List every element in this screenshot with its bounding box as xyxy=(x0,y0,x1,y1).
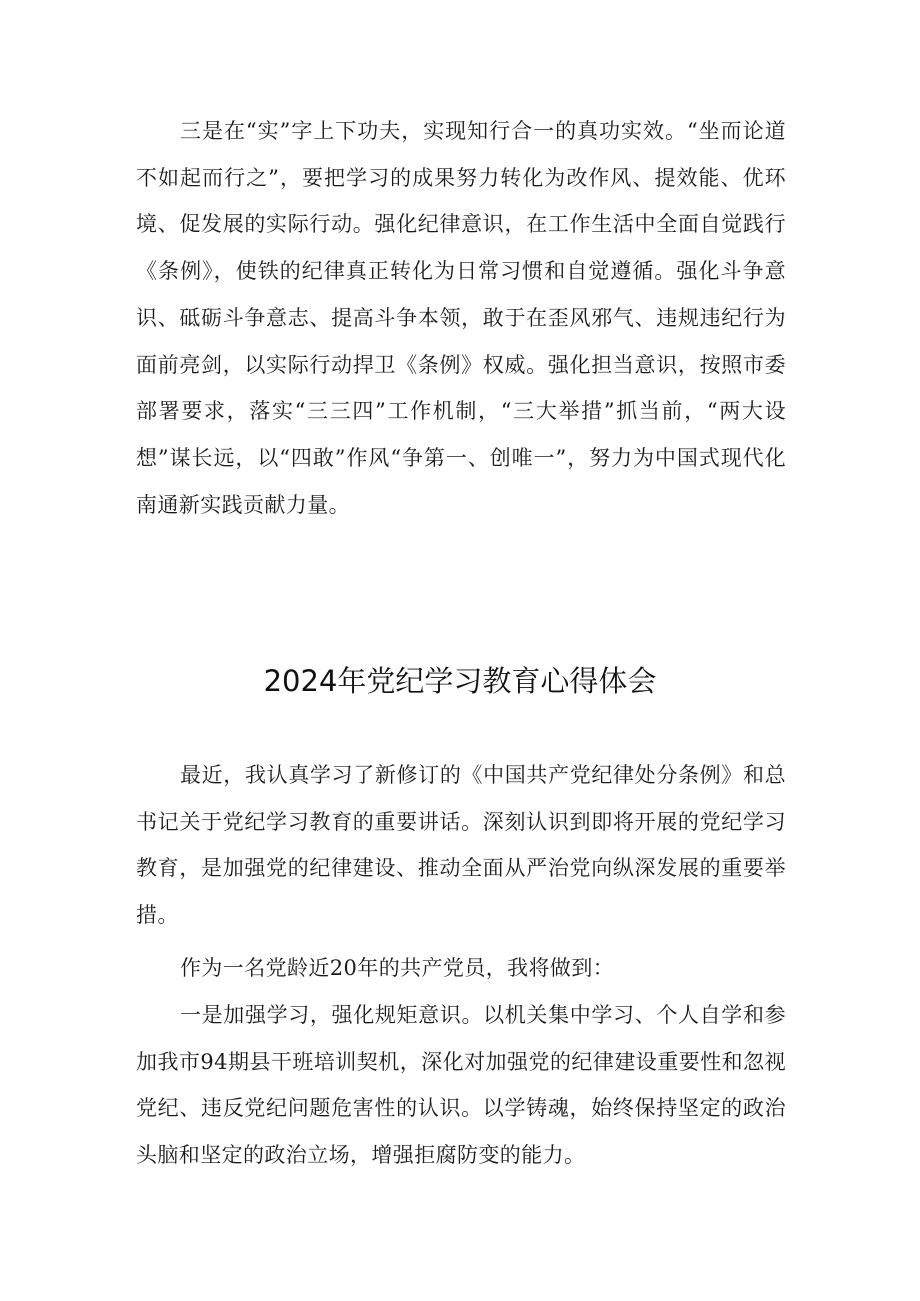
paragraph-point-one: 一是加强学习，强化规矩意识。以机关集中学习、个人自学和参加我市94期县干班培训契机，深化对加强党的纪律建设重要性和忽视党纪、违反党纪问题危害性的认识。以学铸魂，始终保持坚定的政治头脑和坚定的政治立场，增强拒腐防变的能力。 xyxy=(136,1003,786,1168)
document-title: 2024年党纪学习教育心得体会 xyxy=(263,664,657,698)
paragraph-continuation: 三是在“实”字上下功夫，实现知行合一的真功实效。“坐而论道不如起而行之”，要把学习的成果努力转化为改作风、提效能、优环境、促发展的实际行动。强化纪律意识，在工作生活中全面自觉践行《条例》，使铁的纪律真正转化为日常习惯和自觉遵循。强化斗争意识、砥砺斗争意志、提高斗争本领，敢于在歪风邪气、违规违纪行为面前亮剑，以实际行动捍卫《条例》权威。强化担当意识，按照市委部署要求，落实“三三四”工作机制，“三大举措”抓当前，“两大设想”谋长远，以“四敢”作风“争第一、创唯一”，努力为中国式现代化南通新实践贡献力量。 xyxy=(136,119,786,517)
paragraph-intro: 最近，我认真学习了新修订的《中国共产党纪律处分条例》和总书记关于党纪学习教育的重要讲话。深刻认识到即将开展的党纪学习教育，是加强党的纪律建设、推动全面从严治党向纵深发展的重要举措。 xyxy=(136,763,786,928)
paragraph-commitment: 作为一名党龄近20年的共产党员，我将做到： xyxy=(180,956,615,980)
